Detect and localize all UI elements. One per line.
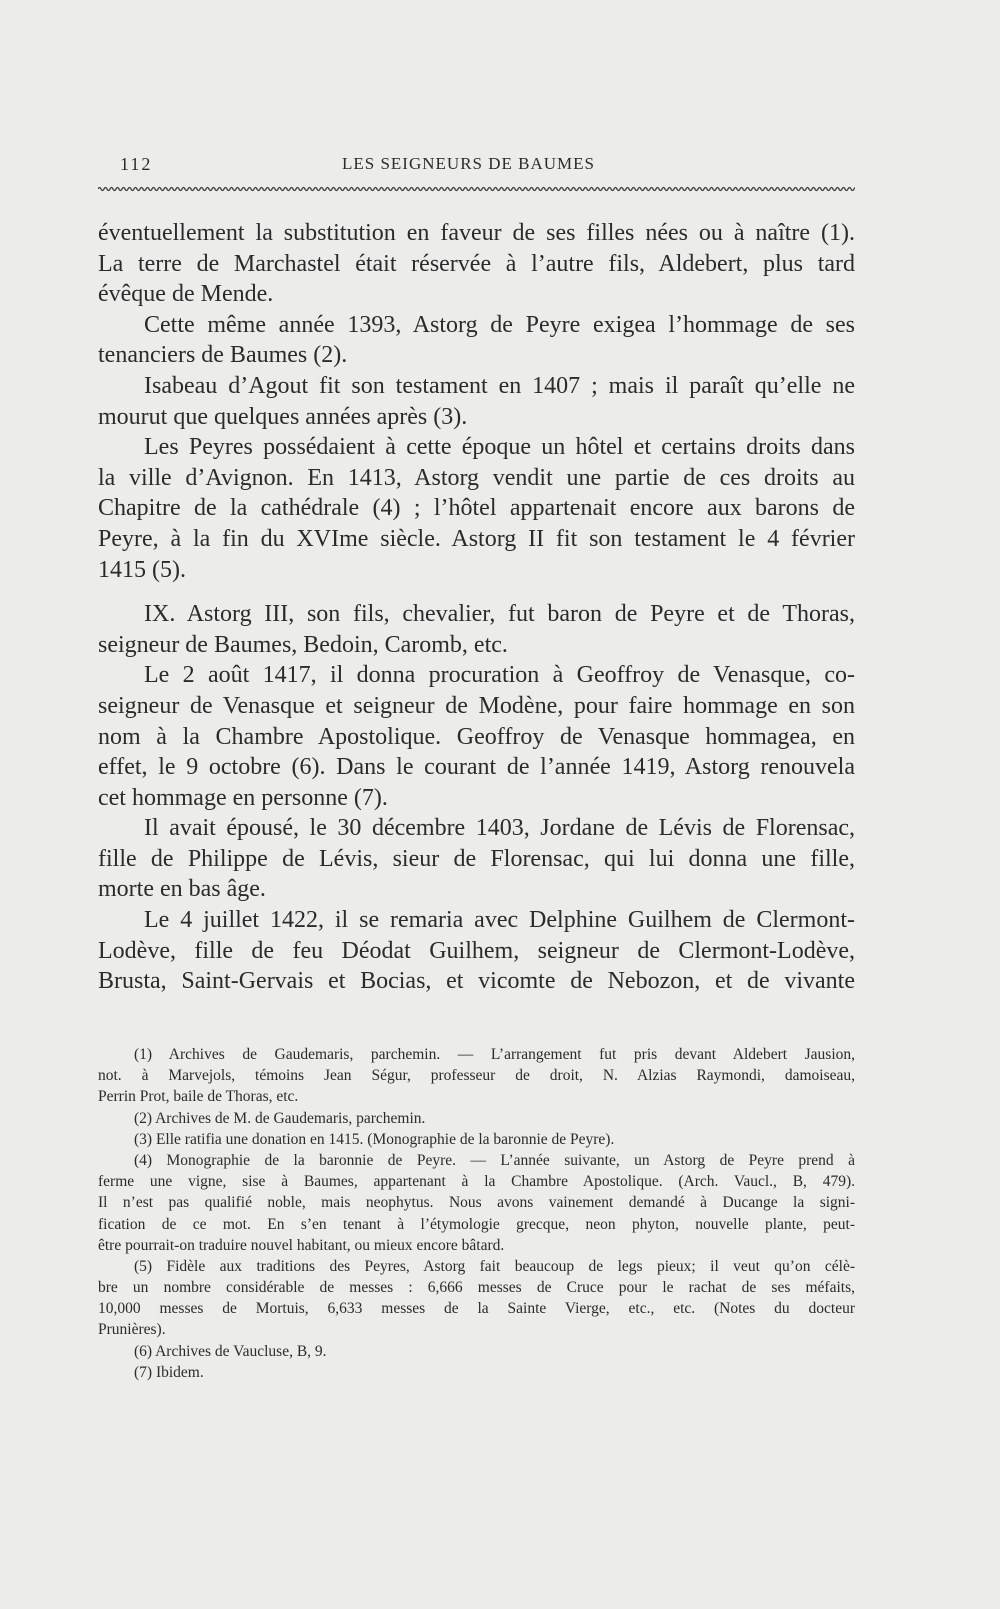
footnote-line: (2) Archives de M. de Gaudemaris, parchemin. [134,1109,426,1127]
page-number: 112 [120,154,153,174]
text-line: Les Peyres possédaient à cette époque un hôtel et certains droits dans [144,434,855,461]
decorative-wavy-rule [98,185,855,193]
text-line: Isabeau d’Agout fit son testament en 1407 ; mais il paraît qu’elle ne [144,372,855,399]
footnote-line: bre un nombre considérable de messes : 6,666 messes de Cruce pour le rachat de ses méfaits, [98,1279,855,1297]
footnote-line: Perrin Prot, baile de Thoras, etc. [98,1088,299,1106]
text-line: Le 4 juillet 1422, il se remaria avec Delphine Guilhem de Clermont- [144,907,855,934]
text-line: Il avait épousé, le 30 décembre 1403, Jordane de Lévis de Florensac, [144,815,855,842]
footnote-line: 10,000 messes de Mortuis, 6,633 messes de la Sainte Vierge, etc., etc. (Notes du docteur [98,1300,855,1318]
footnote-line: (6) Archives de Vaucluse, B, 9. [134,1342,327,1360]
footnote-line: (3) Elle ratifia une donation en 1415. (Monographie de la baronnie de Peyre). [134,1130,615,1148]
text-line: Chapitre de la cathédrale (4) ; l’hôtel appartenait encore aux barons de [98,495,855,522]
text-line: La terre de Marchastel était réservée à l’autre fils, Aldebert, plus tard [98,250,855,277]
text-line: seigneur de Venasque et seigneur de Modène, pour faire hommage en son [98,692,855,719]
footnote-line: (5) Fidèle aux traditions des Peyres, Astorg fait beaucoup de legs pieux; il veut qu’on célè- [134,1257,855,1275]
section-gap [98,585,855,599]
text-line: tenanciers de Baumes (2). [98,342,348,369]
footnote-line: fication de ce mot. En s’en tenant à l’étymologie grecque, neon phyton, nouvelle plante, peut- [98,1215,855,1233]
text-line: effet, le 9 octobre (6). Dans le courant de l’année 1419, Astorg renouvela [98,754,855,781]
text-line: 1415 (5). [98,556,186,583]
text-line: évêque de Mende. [98,281,274,308]
footnote-line: Il n’est pas qualifié noble, mais neophytus. Nous avons vainement demandé à Ducange la signi- [98,1194,855,1212]
footnote-line: (4) Monographie de la baronnie de Peyre. — L’année suivante, un Astorg de Peyre prend à [134,1151,855,1169]
text-line: Cette même année 1393, Astorg de Peyre exigea l’hommage de ses [144,311,855,338]
footnote-line: ferme une vigne, sise à Baumes, appartenant à la Chambre Apostolique. (Arch. Vaucl., B, 479). [98,1173,855,1191]
text-line: Lodève, fille de feu Déodat Guilhem, seigneur de Clermont-Lodève, [98,937,855,964]
page-header [120,150,855,180]
text-line: seigneur de Baumes, Bedoin, Caromb, etc. [98,631,508,658]
footnote-line: être pourrait-on traduire nouvel habitant, ou mieux encore bâtard. [98,1236,505,1254]
text-line: fille de Philippe de Lévis, sieur de Florensac, qui lui donna une fille, [98,845,855,872]
text-line: Le 2 août 1417, il donna procuration à Geoffroy de Venasque, co- [144,662,855,689]
text-line: la ville d’Avignon. En 1413, Astorg vendit une partie de ces droits au [98,464,855,491]
footnotes [98,1044,855,1383]
text-line: nom à la Chambre Apostolique. Geoffroy de Venasque hommagea, en [98,723,855,750]
text-line: Brusta, Saint-Gervais et Bocias, et vicomte de Nebozon, et de vivante [98,968,855,995]
main-text [98,218,855,997]
text-line: morte en bas âge. [98,876,266,903]
footnote-line: (7) Ibidem. [134,1363,204,1381]
text-line: IX. Astorg III, son fils, chevalier, fut baron de Peyre et de Thoras, [144,601,855,628]
footnote-line: not. à Marvejols, témoins Jean Ségur, professeur de droit, N. Alzias Raymondi, damoiseau, [98,1067,855,1085]
running-title: LES SEIGNEURS DE BAUMES [342,154,595,173]
footnote-line: (1) Archives de Gaudemaris, parchemin. — L’arrangement fut pris devant Aldebert Jausion, [134,1046,855,1063]
text-line: cet hommage en personne (7). [98,784,388,811]
text-line: mourut que quelques années après (3). [98,403,468,430]
text-line: Peyre, à la fin du XVIme siècle. Astorg II fit son testament le 4 février [98,525,855,552]
text-line: éventuellement la substitution en faveur de ses filles nées ou à naître (1). [98,220,855,246]
footnote-line: Prunières). [98,1321,166,1339]
